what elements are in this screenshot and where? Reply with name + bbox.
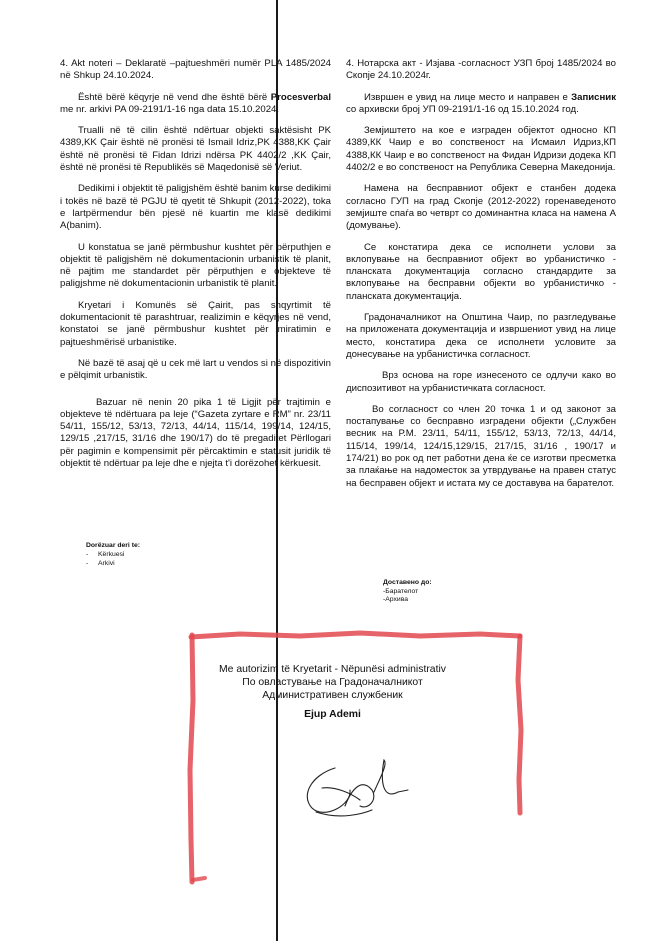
distribution-title: Доставено до: [383, 579, 432, 586]
macedonian-purpose-paragraph: Намена на бесправниот објект е станбен додека согласно ГУП на град Скопје (2012-2022) горенаведеното земјиште спаѓа во четврт со доминантна класа на намена А (домување). [346, 183, 616, 232]
text-segment: Është bërë këqyrje në vend dhe është bërë [78, 91, 271, 103]
albanian-conditions-paragraph: U konstatua se janë përmbushur kushtet për përputhjen e objektit të paligjshëm në dokumentacionin urbanistik të planit, në pajtim me standardet për përputhjen e objekteve të paligjshme në dokumentacionin urbanistik të planit. [60, 241, 331, 290]
distribution-title: Dorëzuar deri te: [86, 542, 141, 549]
signature-block [0, 663, 665, 721]
macedonian-mayor-paragraph: Градоначалникот на Општина Чаир, по разгледување на приложената документација и извршениот увид на лице место, констатира дека се исполнети условите за донесување на урбанистичка согласност. [346, 312, 616, 360]
distribution-item: - Kërkuesi [86, 550, 140, 559]
text-segment: Извршен е увид на лице место и направен е [364, 91, 572, 103]
signatory-name: Ejup Ademi [304, 709, 361, 720]
distribution-item: - Arkivi [86, 559, 140, 568]
macedonian-conditions-paragraph: Се констатира дека се исполнети услови за вклопување на бесправниот објект во урбанистичко - планската документација согласно стандардите за вклопување на бесправни објекти во урбанистичко - планската документација. [346, 241, 616, 302]
albanian-purpose-paragraph: Dedikimi i objektit të paligjshëm është banim kurse dedikimi i tokës në bazë të PGJU të qyetit të Shkupit (2012-2022), toka e lartpërmendur bën pjesë në kuartin me klasë dedikimi A(banim). [60, 183, 331, 232]
bold-term: Записник [571, 91, 616, 103]
albanian-legal-basis-paragraph: Bazuar në nenin 20 pika 1 të Ligjit për trajtimin e objekteve të ndërtuara pa leje (“Gazeta zyrtare e RM” nr. 23/11 54/11, 155/12, 53/13, 72/13, 44/14, 115/14, 199/14, 124/15, 129/15 ,217/15, 31/16 dhe 190/17) do të pregaditet Përllogari për pagimin e kompensimit për përcaktimin e statusit juridik të objektit të ndërtuar pa leje dhe e njejta t'i dorëzohet kërkuesit. [60, 396, 331, 470]
macedonian-legal-basis-paragraph: Во согласност со член 20 точка 1 и од законот за постапување со бесправно изградени објекти („Службен весник на Р.М. 23/11, 54/11, 155/12, 53/13, 72/13, 44/14, 115/14, 199/14, 124/15,129/15, 217/15, 31/16 , 190/17 и 174/21) во рок од пет работни дена ќе се изготви пресметка за плаќање на надоместок за утврдување на правен статус на бесправен објект и истата му се доставува на барателот. [346, 403, 616, 489]
albanian-item-4: 4. Akt noteri – Deklaratë –pajtueshmëri numër PLA 1485/2024 në Shkup 24.10.2024. [60, 58, 331, 82]
signature-icon [307, 760, 408, 816]
official-title: Административен службеник [262, 690, 403, 701]
albanian-decision-paragraph: Në bazë të asaj që u cek më lart u vendos si në dispozitivin e pëlqimit urbanistik. [60, 357, 331, 382]
macedonian-decision-paragraph: Врз основа на горе изнесеното се одлучи како во диспозитивот на урбанистичката согласност. [346, 370, 616, 394]
macedonian-land-paragraph: Земјиштето на кое е изграден објектот односно КП 4389,КК Чаир е во сопственост на Исмаил Идриз,КП 4388,КК Чаир е во сопственост на Фидан Идризи додека КП 4402/2 е во сопственост на Република Северна Македонија. [346, 125, 616, 174]
bold-term: Procesverbal [270, 91, 331, 103]
albanian-mayor-paragraph: Kryetari i Komunës së Çairit, pas shqyrtimit të dokumentacionit të parashtruar, realizimin e këqyrjes në vend, konstatoi se janë përmbushur kushtet për miratimin e pajtueshmërisë urbanistike. [60, 299, 331, 348]
text-segment: со архивски број УП 09-2191/1-16 од 15.10.2024 год. [346, 103, 579, 115]
text-segment: me nr. arkivi PA 09-2191/1-16 nga data 15.10.2024. [60, 103, 280, 115]
albanian-land-paragraph: Trualli në të cilin është ndërtuar objekti saktësisht PK 4389,KK Çair është në pronësi të Ismail Idriz,PK 4388,KK Çair është në pronësi të Fidan Idrizi ndërsa PK 4402/2 ,KK Çair, është në pronësi të Republikës së Maqedonisë së Veriut. [60, 125, 331, 174]
authorization-line-albanian: Me autorizim të Kryetarit - Nëpunësi administrativ [219, 664, 446, 675]
authorization-line-macedonian: По овластување на Градоначалникот [242, 677, 423, 688]
distribution-item: -Архива [383, 596, 409, 604]
distribution-item: -Барателот [383, 587, 419, 595]
macedonian-item-4: 4. Нотарска акт - Изјава -согласност УЗП број 1485/2024 во Скопје 24.10.2024г. [346, 58, 616, 82]
